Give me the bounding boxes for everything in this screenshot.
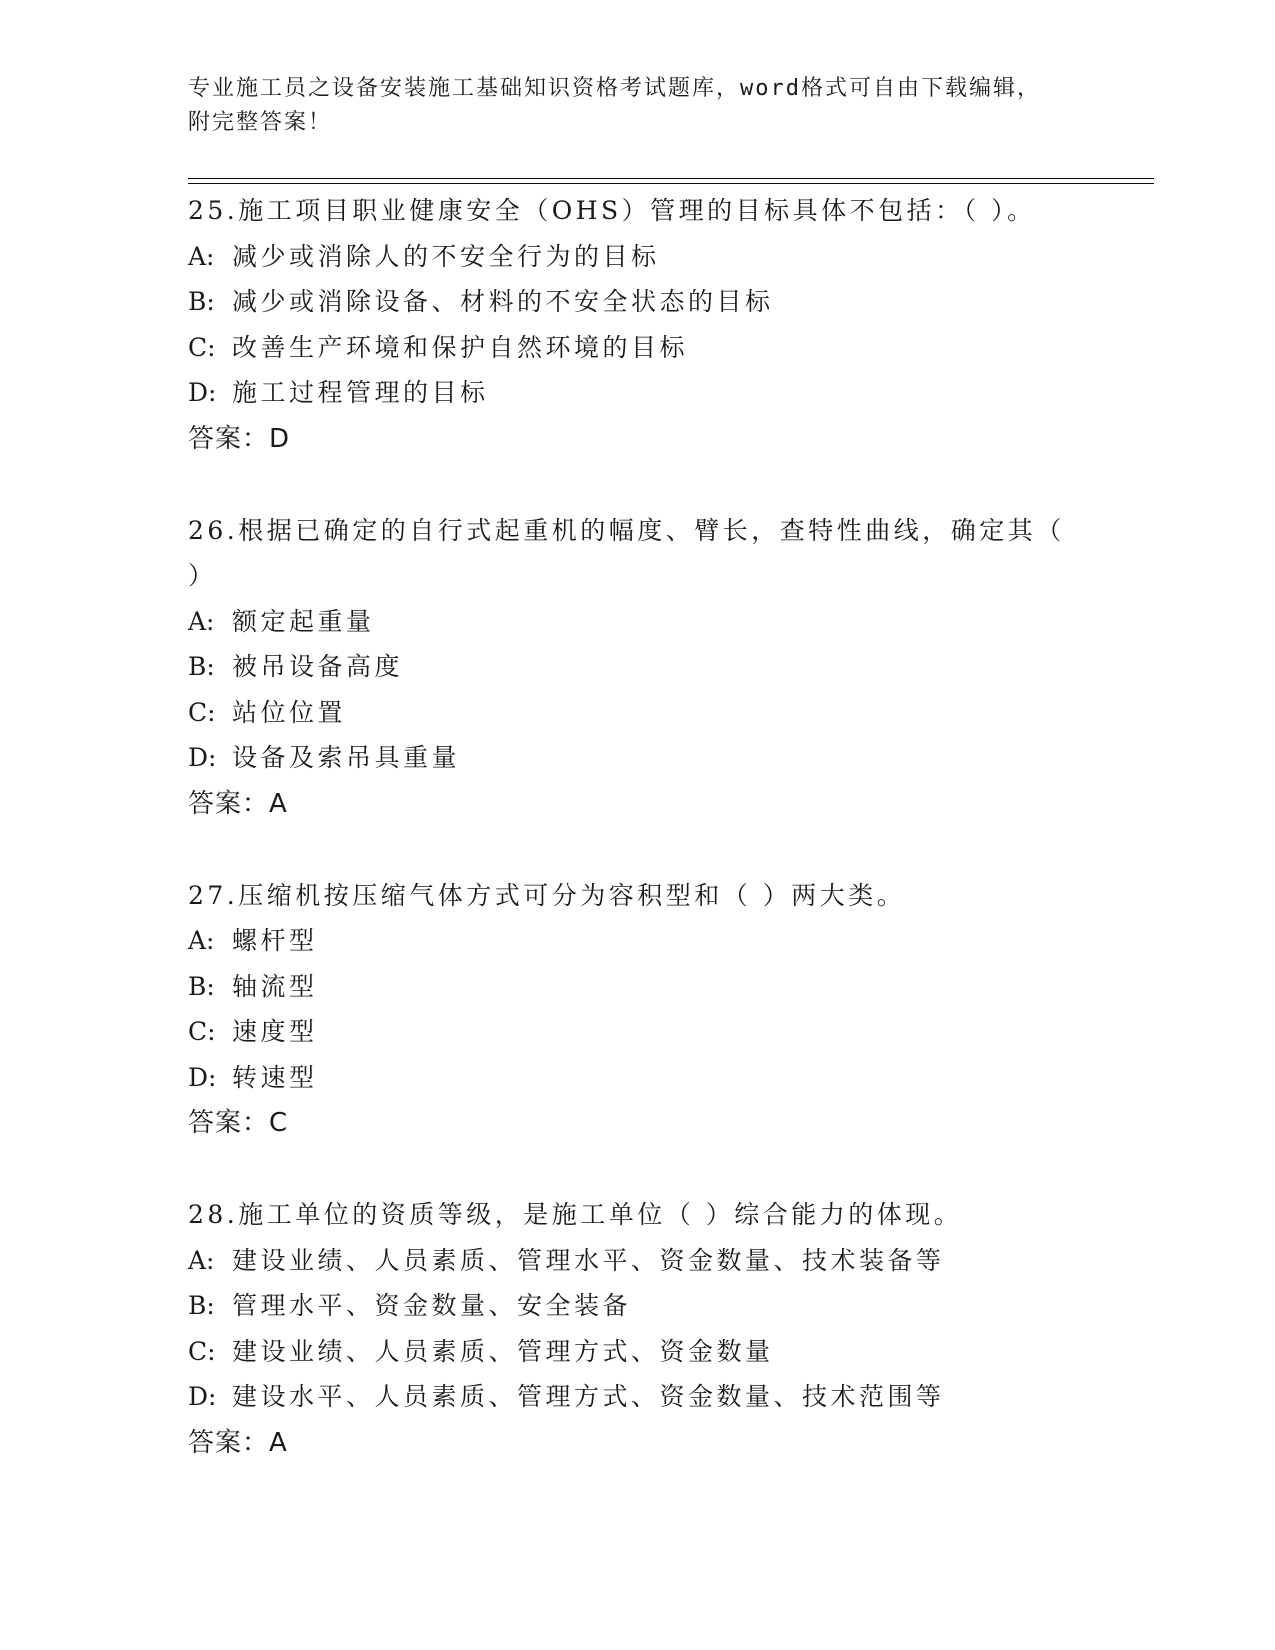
option-key: C:: [188, 1336, 216, 1366]
option-key: D:: [188, 1062, 217, 1092]
question-26: [188, 508, 1154, 827]
option-b: [188, 1283, 1154, 1329]
question-stem: 28.施工单位的资质等级，是施工单位（ ）综合能力的体现。: [188, 1200, 963, 1229]
option-d: [188, 370, 1154, 416]
option-text: 额定起重量: [232, 606, 375, 636]
option-text: 速度型: [232, 1017, 318, 1046]
option-text: 设备及索吊具重量: [232, 743, 461, 772]
answer: 答案：D: [188, 423, 291, 454]
option-key: D:: [188, 743, 217, 772]
option-key: A:: [188, 926, 215, 955]
option-a: [188, 234, 1154, 280]
option-text: 建设业绩、人员素质、管理方式、资金数量: [232, 1336, 774, 1366]
option-text: 轴流型: [232, 971, 318, 1001]
question-stem: 25.施工项目职业健康安全（OHS）管理的目标具体不包括：（ ）。: [188, 196, 1036, 225]
option-c: [188, 1329, 1154, 1375]
document-header: [188, 72, 1088, 140]
answer: 答案：A: [188, 1427, 288, 1458]
option-text: 减少或消除设备、材料的不安全状态的目标: [232, 287, 774, 316]
option-text: 改善生产环境和保护自然环境的目标: [232, 332, 689, 362]
option-text: 站位位置: [232, 697, 347, 727]
option-c: [188, 1009, 1154, 1055]
option-key: B:: [188, 652, 215, 681]
option-text: 管理水平、资金数量、安全装备: [232, 1291, 632, 1320]
option-a: [188, 599, 1154, 645]
question-27: [188, 873, 1154, 1147]
option-a: [188, 1238, 1154, 1284]
option-key: B:: [188, 1291, 215, 1320]
option-text: 转速型: [232, 1062, 318, 1092]
option-text: 减少或消除人的不安全行为的目标: [232, 241, 660, 271]
header-divider-top: [188, 178, 1154, 179]
option-a: [188, 918, 1154, 964]
option-key: B:: [188, 971, 215, 1001]
option-d: [188, 735, 1154, 781]
answer: 答案：A: [188, 788, 288, 819]
question-stem: 26.根据已确定的自行式起重机的幅度、臂长，查特性曲线，确定其（ ）: [188, 515, 1077, 590]
option-key: C:: [188, 332, 216, 362]
option-b: [188, 644, 1154, 690]
option-b: [188, 964, 1154, 1010]
option-c: [188, 325, 1154, 371]
option-text: 被吊设备高度: [232, 652, 404, 681]
header-divider-bottom: [188, 183, 1154, 184]
option-key: C:: [188, 1017, 216, 1046]
option-c: [188, 690, 1154, 736]
option-key: A:: [188, 241, 215, 271]
option-b: [188, 279, 1154, 325]
option-key: A:: [188, 1245, 215, 1275]
header-line-2: 附完整答案！: [188, 110, 333, 135]
answer: 答案：C: [188, 1108, 289, 1138]
header-line-1: 专业施工员之设备安装施工基础知识资格考试题库，word格式可自由下载编辑，: [188, 76, 1041, 101]
option-text: 建设业绩、人员素质、管理水平、资金数量、技术装备等: [232, 1245, 945, 1275]
question-stem: 27.压缩机按压缩气体方式可分为容积型和（ ）两大类。: [188, 880, 906, 910]
question-list: [188, 188, 1154, 1512]
option-text: 建设水平、人员素质、管理方式、资金数量、技术范围等: [232, 1382, 945, 1411]
option-text: 螺杆型: [232, 926, 318, 955]
question-25: [188, 188, 1154, 462]
option-key: D:: [188, 378, 217, 407]
option-key: C:: [188, 697, 216, 727]
option-key: A:: [188, 606, 215, 636]
option-text: 施工过程管理的目标: [232, 378, 489, 407]
question-28: [188, 1192, 1154, 1466]
option-key: B:: [188, 287, 215, 316]
option-d: [188, 1374, 1154, 1420]
option-d: [188, 1055, 1154, 1101]
option-key: D:: [188, 1382, 217, 1411]
